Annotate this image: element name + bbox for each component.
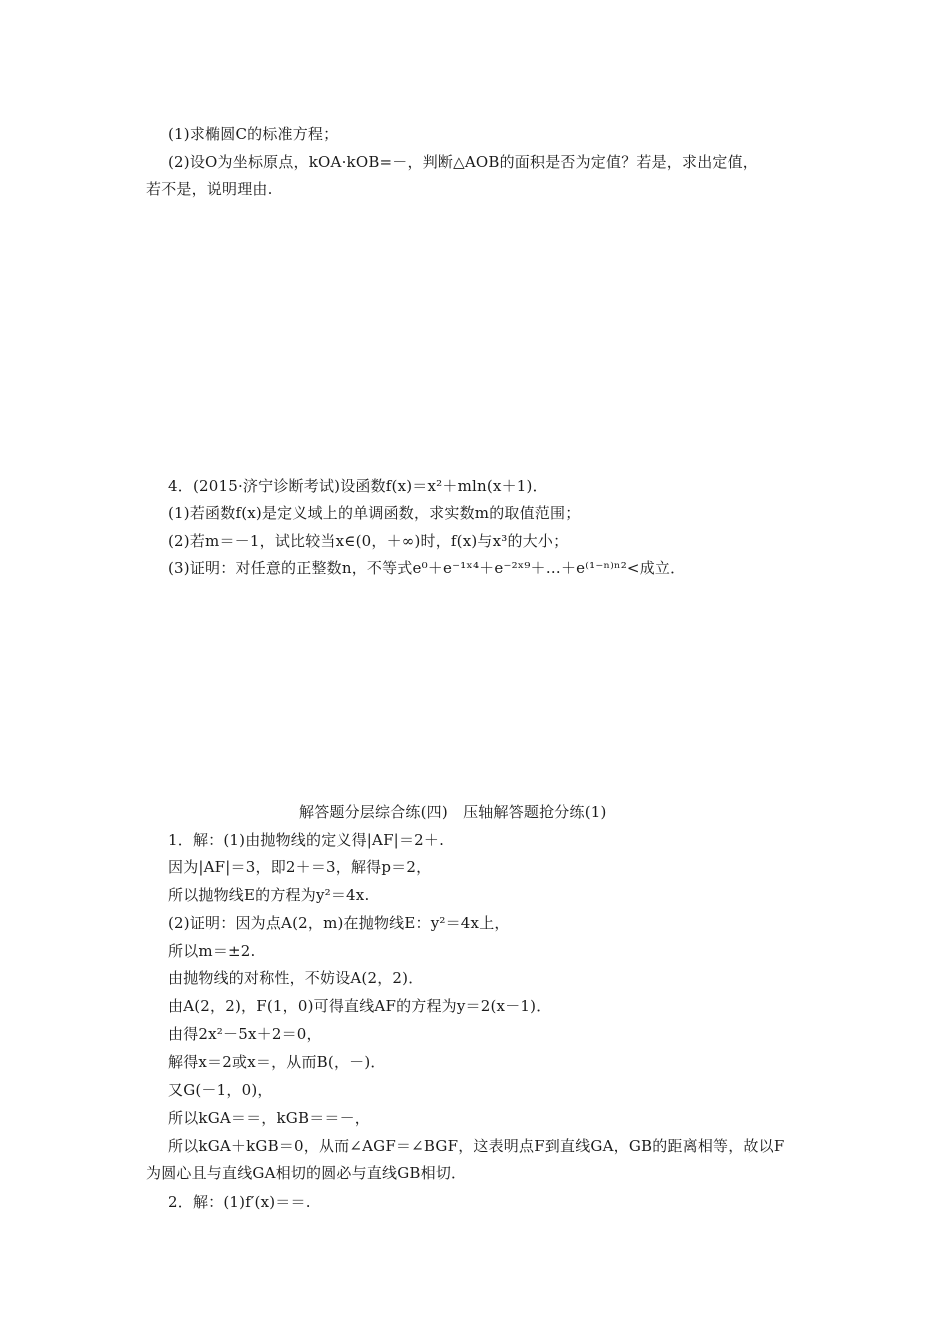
solution-line: (2)证明：因为点A(2，m)在抛物线E：y²＝4x上， (168, 914, 510, 932)
problem-3-part-2: (2)设O为坐标原点，kOA·kOB=－，判断△AOB的面积是否为定值？若是，求出定值， (168, 153, 759, 171)
solution-line: 解得x＝2或x＝，从而B(，－)． (168, 1053, 386, 1071)
solution-line: 所以kGA＋kGB＝0，从而∠AGF＝∠BGF，这表明点F到直线GA，GB的距离相等，故以F (168, 1137, 785, 1155)
solution-line: 又G(－1，0)， (168, 1081, 273, 1099)
solution-line: 为圆心且与直线GA相切的圆必与直线GB相切． (146, 1164, 467, 1182)
problem-4-part-2: (2)若m＝－1，试比较当x∈(0，＋∞)时，f(x)与x³的大小； (168, 532, 569, 550)
problem-4-part-3: (3)证明：对任意的正整数n，不等式e⁰＋e⁻¹ˣ⁴＋e⁻²ˣ⁹＋…＋e⁽¹⁻ⁿ⁾ⁿ²<成立． (168, 559, 686, 577)
problem-4-part-1: (1)若函数f(x)是定义域上的单调函数，求实数m的取值范围； (168, 504, 581, 522)
problem-3-part-2-continued: 若不是，说明理由. (146, 180, 273, 198)
problem-4-intro: 4．(2015·济宁诊断考试)设函数f(x)＝x²＋mln(x＋1)． (168, 477, 548, 495)
solution-line: 所以抛物线E的方程为y²＝4x. (168, 886, 370, 904)
solution-line: 由A(2，2)，F(1，0)可得直线AF的方程为y＝2(x－1)． (168, 997, 552, 1015)
solution-line: 由得2x²－5x＋2＝0， (168, 1025, 322, 1043)
solution-line: 所以m＝±2. (168, 942, 256, 960)
problem-3-part-1: (1)求椭圆C的标准方程； (168, 125, 339, 143)
solution-line: 由抛物线的对称性，不妨设A(2，2)． (168, 969, 424, 987)
solution-line: 1．解：(1)由抛物线的定义得|AF|＝2＋. (168, 831, 445, 849)
solution-line: 因为|AF|＝3，即2＋＝3，解得p＝2， (168, 858, 432, 876)
solution-line: 2．解：(1)f′(x)＝＝. (168, 1193, 311, 1211)
solutions-heading: 解答题分层综合练(四) 压轴解答题抢分练(1) (299, 803, 607, 821)
solution-line: 所以kGA＝＝，kGB＝＝－， (168, 1109, 370, 1127)
